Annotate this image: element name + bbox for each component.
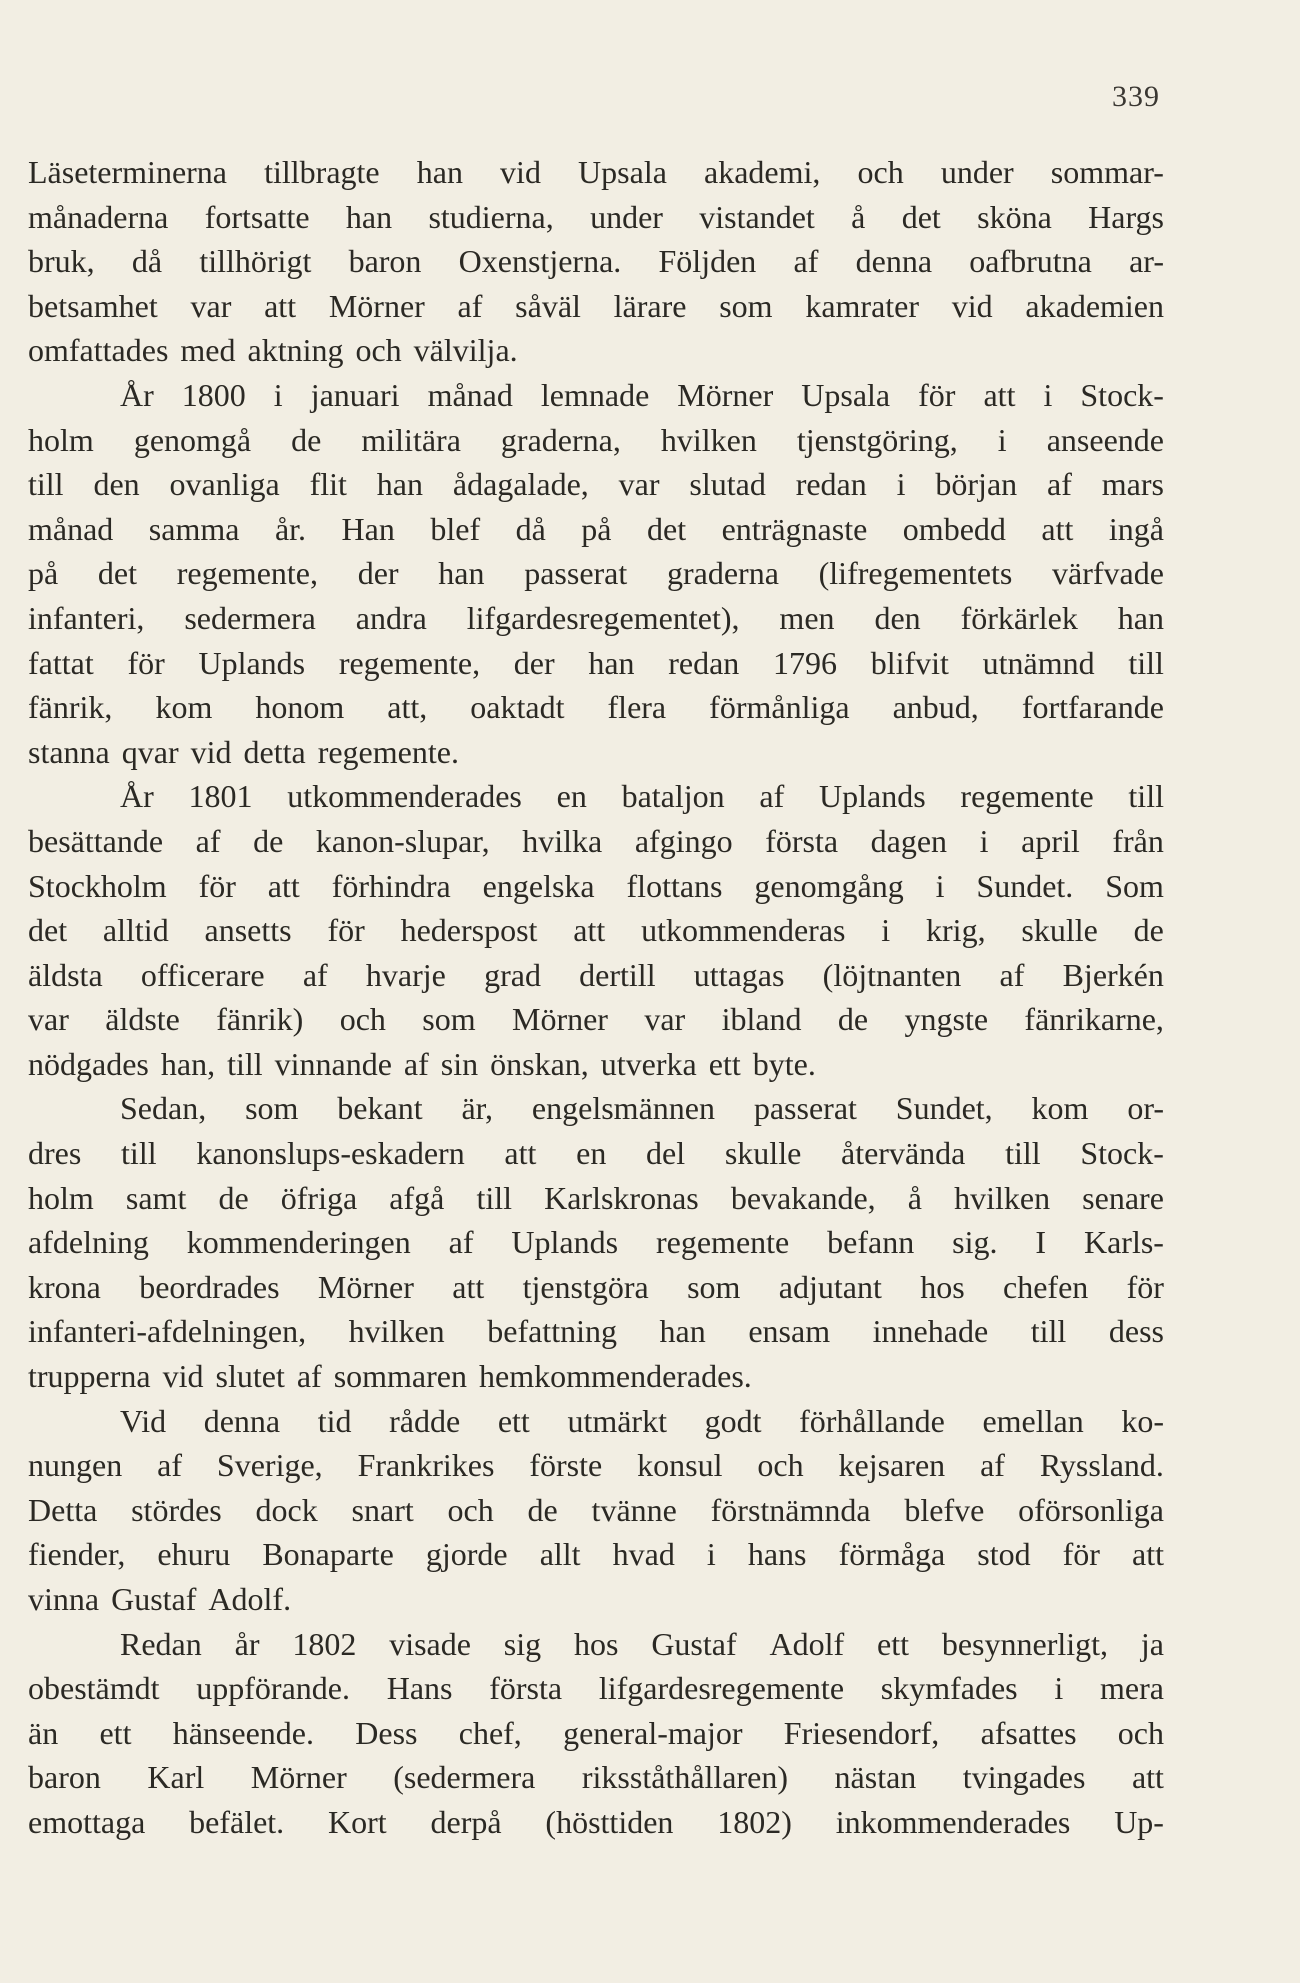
- text-line: betsamhet var att Mörner af såväl lärare som kamrater vid akademien: [28, 287, 1164, 324]
- text-line: holm samt de öfriga afgå till Karlskronas bevakande, å hvilken senare: [28, 1179, 1164, 1216]
- text-line: bruk, då tillhörigt baron Oxenstjerna. Följden af denna oafbrutna ar-: [28, 243, 1164, 280]
- text-line: på det regemente, der han passerat graderna (lifregementets värfvade: [28, 555, 1164, 592]
- text-line: Stockholm för att förhindra engelska flottans genomgång i Sundet. Som: [28, 867, 1164, 904]
- text-line: Läseterminerna tillbragte han vid Upsala akademi, och under sommar-: [28, 154, 1164, 190]
- body-text: [28, 150, 1164, 1845]
- text-line: till den ovanliga flit han ådagalade, var slutad redan i början af mars: [28, 466, 1164, 503]
- text-line: Detta stördes dock snart och de tvänne förstnämnda blefve oförsonliga: [28, 1491, 1164, 1528]
- text-line: krona beordrades Mörner att tjenstgöra som adjutant hos chefen för: [28, 1268, 1164, 1305]
- page-number: 339: [1112, 80, 1160, 113]
- text-line: År 1800 i januari månad lemnade Mörner Upsala för att i Stock-: [120, 376, 1164, 413]
- text-line: fattat för Uplands regemente, der han redan 1796 blifvit utnämnd till: [28, 644, 1164, 681]
- text-line: Sedan, som bekant är, engelsmännen passerat Sundet, kom or-: [120, 1090, 1164, 1127]
- text-line: holm genomgå de militära graderna, hvilken tjenstgöring, i anseende: [28, 421, 1164, 458]
- text-line: det alltid ansetts för hederspost att utkommenderas i krig, skulle de: [28, 912, 1164, 949]
- text-line: nungen af Sverige, Frankrikes förste konsul och kejsaren af Ryssland.: [28, 1447, 1164, 1484]
- text-line: trupperna vid slutet af sommaren hemkommenderades.: [28, 1358, 752, 1395]
- text-line: fiender, ehuru Bonaparte gjorde allt hvad i hans förmåga stod för att: [28, 1536, 1164, 1573]
- text-line: månaderna fortsatte han studierna, under vistandet å det sköna Hargs: [28, 198, 1164, 235]
- text-line: emottaga befälet. Kort derpå (hösttiden 1802) inkommenderades Up-: [28, 1803, 1164, 1840]
- text-line: Vid denna tid rådde ett utmärkt godt förhållande emellan ko-: [120, 1402, 1164, 1439]
- text-line: obestämdt uppförande. Hans första lifgardesregemente skymfades i mera: [28, 1670, 1164, 1707]
- text-line: månad samma år. Han blef då på det enträgnaste ombedd att ingå: [28, 510, 1164, 547]
- text-line: än ett hänseende. Dess chef, general-major Friesendorf, afsattes och: [28, 1714, 1164, 1751]
- text-line: vinna Gustaf Adolf.: [28, 1581, 292, 1617]
- text-line: afdelning kommenderingen af Uplands regemente befann sig. I Karls-: [28, 1224, 1164, 1261]
- text-line: äldsta officerare af hvarje grad dertill uttagas (löjtnanten af Bjerkén: [28, 956, 1164, 993]
- text-line: infanteri, sedermera andra lifgardesregementet), men den förkärlek han: [28, 599, 1164, 636]
- text-line: omfattades med aktning och välvilja.: [28, 332, 518, 369]
- text-line: baron Karl Mörner (sedermera riksståthållaren) nästan tvingades att: [28, 1759, 1164, 1796]
- text-line: Redan år 1802 visade sig hos Gustaf Adolf ett besynnerligt, ja: [120, 1625, 1164, 1662]
- text-line: var äldste fänrik) och som Mörner var ibland de yngste fänrikarne,: [28, 1001, 1164, 1038]
- text-line: År 1801 utkommenderades en bataljon af Uplands regemente till: [120, 778, 1164, 815]
- text-line: besättande af de kanon-slupar, hvilka afgingo första dagen i april från: [28, 822, 1164, 859]
- text-line: stanna qvar vid detta regemente.: [28, 733, 459, 770]
- text-line: dres till kanonslups-eskadern att en del skulle återvända till Stock-: [28, 1135, 1164, 1172]
- text-line: nödgades han, till vinnande af sin önskan, utverka ett byte.: [28, 1045, 816, 1082]
- text-line: fänrik, kom honom att, oaktadt flera förmånliga anbud, fortfarande: [28, 689, 1164, 726]
- text-line: infanteri-afdelningen, hvilken befattning han ensam innehade till dess: [28, 1313, 1164, 1350]
